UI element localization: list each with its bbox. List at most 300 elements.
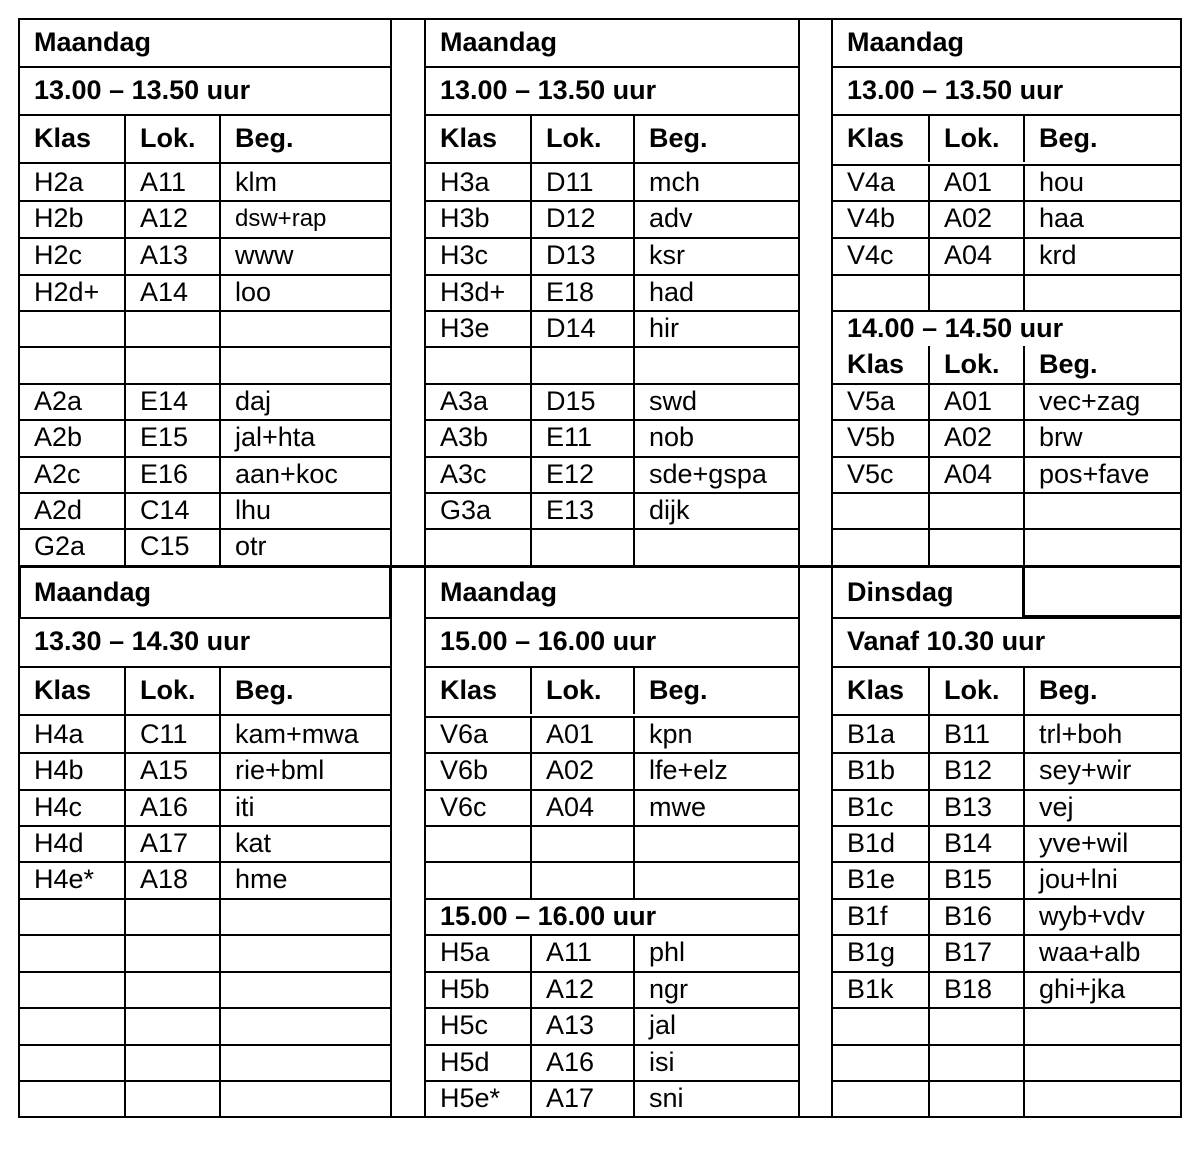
table-cell-lok (530, 346, 633, 383)
grid-line (928, 492, 930, 528)
grid-line (219, 492, 221, 528)
table-cell-klas: H2c (34, 240, 83, 270)
grid-line (1023, 1044, 1025, 1080)
table-cell-klas: G3a (440, 494, 492, 525)
table-cell-klas: A3c (440, 458, 487, 489)
grid-line (219, 1007, 221, 1044)
grid-line (530, 419, 532, 456)
time-slot-header: 14.00 – 14.50 uur (847, 312, 1064, 343)
table-cell-beg: had (649, 276, 695, 307)
panel-border (798, 18, 800, 1118)
column-header-klas: Klas (34, 674, 92, 705)
table-cell-klas: B1k (847, 973, 894, 1004)
table-cell-beg: waa+alb (1039, 937, 1141, 967)
day-header: Maandag (440, 26, 558, 57)
table-cell-beg: mch (649, 166, 701, 197)
grid-line (219, 164, 221, 200)
grid-line (1023, 164, 1025, 200)
column-header-klas: Klas (847, 122, 905, 153)
table-cell-lok: D12 (546, 203, 596, 233)
table-cell-beg (633, 861, 798, 898)
grid-line (219, 789, 221, 825)
grid-line (928, 200, 930, 237)
table-cell-beg (219, 934, 390, 971)
table-cell-lok: C15 (140, 531, 190, 561)
table-cell-klas: G2a (34, 531, 86, 561)
grid-line (530, 492, 532, 528)
table-cell-beg: hou (1039, 166, 1085, 197)
table-cell-lok (530, 861, 633, 898)
table-cell-klas: H5a (440, 937, 490, 967)
grid-line (1023, 1080, 1025, 1116)
time-slot-header: 13.00 – 13.50 uur (847, 74, 1064, 105)
grid-line (219, 1080, 221, 1116)
grid-line (1023, 861, 1025, 898)
table-cell-lok: A02 (546, 755, 595, 785)
table-cell-lok: E14 (140, 385, 189, 416)
grid-line (1023, 898, 1025, 934)
table-cell-klas: A3a (440, 385, 489, 416)
day-header: Maandag (847, 26, 965, 57)
grid-line (633, 274, 635, 310)
grid-line (1023, 383, 1025, 419)
table-cell-beg: kat (235, 827, 272, 858)
grid-line (124, 346, 126, 383)
column-header-beg: Beg. (649, 674, 708, 705)
grid-line (124, 114, 126, 162)
day-header: Maandag (34, 576, 152, 607)
table-cell-klas: V6b (440, 755, 489, 785)
column-header-lok: Lok. (944, 674, 1000, 705)
column-header-klas: Klas (34, 122, 92, 153)
table-cell-lok: A17 (140, 827, 189, 858)
table-cell-lok (928, 528, 1023, 565)
table-cell-beg: ngr (649, 973, 689, 1004)
table-cell-lok (928, 1080, 1023, 1116)
table-cell-lok: A01 (944, 166, 993, 197)
table-cell-lok: A14 (140, 276, 189, 307)
grid-line (219, 528, 221, 565)
grid-line (530, 971, 532, 1007)
grid-line (928, 346, 930, 383)
table-cell-lok: A16 (140, 791, 189, 822)
grid-line (530, 310, 532, 346)
table-cell-lok: A04 (944, 458, 993, 489)
day-box-divider (1022, 567, 1025, 617)
grid-line (530, 861, 532, 898)
table-cell-beg: wyb+vdv (1039, 900, 1145, 931)
table-cell-klas: A2a (34, 385, 83, 416)
table-cell-beg: phl (649, 937, 686, 967)
table-cell-beg (219, 898, 390, 934)
table-cell-beg (1023, 274, 1180, 310)
table-cell-klas (18, 898, 124, 934)
day-box-border (389, 565, 392, 617)
grid-line (530, 716, 532, 752)
table-cell-lok (928, 492, 1023, 528)
grid-line (1023, 492, 1025, 528)
table-cell-beg: sde+gspa (649, 458, 767, 489)
day-header: Dinsdag (847, 576, 954, 607)
table-cell-lok: D15 (546, 385, 596, 416)
table-cell-klas: H5d (440, 1046, 490, 1077)
grid-line (1023, 456, 1025, 492)
grid-line (1023, 716, 1025, 752)
table-cell-lok (928, 274, 1023, 310)
table-cell-klas: H5b (440, 973, 490, 1004)
table-cell-klas: H4a (34, 718, 84, 749)
table-cell-klas (18, 346, 124, 383)
table-cell-lok: B13 (944, 791, 993, 822)
table-cell-beg (219, 1080, 390, 1116)
table-cell-beg (1023, 492, 1180, 528)
grid-line (219, 971, 221, 1007)
table-cell-klas: H4b (34, 755, 84, 785)
table-cell-lok: B15 (944, 864, 993, 894)
table-cell-klas (18, 1044, 124, 1080)
grid-line (928, 789, 930, 825)
table-cell-beg: dijk (649, 494, 690, 525)
grid-line (1023, 200, 1025, 237)
table-cell-klas (18, 971, 124, 1007)
grid-line (124, 310, 126, 346)
grid-line (530, 114, 532, 162)
grid-line (928, 1007, 930, 1044)
grid-line (1023, 114, 1025, 162)
table-cell-beg (219, 310, 390, 346)
table-cell-klas: V5a (847, 385, 896, 416)
grid-line (633, 716, 635, 752)
column-header-beg: Beg. (1039, 349, 1098, 379)
grid-line (124, 528, 126, 565)
table-cell-klas: H3b (440, 203, 490, 233)
table-cell-lok (124, 310, 219, 346)
table-cell-beg: ghi+jka (1039, 973, 1126, 1004)
table-cell-lok (124, 971, 219, 1007)
column-header-lok: Lok. (546, 674, 602, 705)
table-cell-lok: A01 (546, 718, 595, 749)
grid-line (219, 310, 221, 346)
grid-line (124, 825, 126, 861)
grid-line (633, 1080, 635, 1116)
grid-line (633, 1007, 635, 1044)
table-cell-beg: kpn (649, 718, 693, 749)
grid-line (928, 971, 930, 1007)
grid-line (219, 419, 221, 456)
table-cell-beg: trl+boh (1039, 718, 1123, 749)
table-cell-beg (1023, 528, 1180, 565)
table-cell-klas (831, 274, 928, 310)
table-cell-beg: sni (649, 1082, 684, 1113)
grid-line (633, 971, 635, 1007)
grid-line (831, 1116, 1180, 1118)
time-slot-header: 13.00 – 13.50 uur (34, 74, 251, 105)
grid-line (928, 274, 930, 310)
grid-line (219, 346, 221, 383)
table-cell-beg (1023, 1044, 1180, 1080)
grid-line (219, 752, 221, 789)
table-cell-beg: ksr (649, 240, 685, 270)
table-cell-klas (18, 934, 124, 971)
table-cell-beg (633, 528, 798, 565)
grid-line (124, 383, 126, 419)
grid-line (633, 789, 635, 825)
grid-line (219, 200, 221, 237)
grid-line (124, 1044, 126, 1080)
grid-line (928, 114, 930, 162)
table-cell-klas: H2d+ (34, 276, 100, 307)
grid-line (633, 934, 635, 971)
table-cell-beg: www (235, 240, 294, 270)
grid-line (124, 456, 126, 492)
table-cell-klas (18, 1080, 124, 1116)
table-cell-beg: hme (235, 864, 288, 894)
grid-line (219, 666, 221, 714)
table-cell-klas: A3b (440, 422, 489, 452)
grid-line (124, 861, 126, 898)
table-cell-klas: H5e* (440, 1082, 501, 1113)
grid-line (633, 1044, 635, 1080)
grid-line (219, 934, 221, 971)
table-cell-klas: V4a (847, 166, 896, 197)
table-cell-klas: V6a (440, 718, 489, 749)
table-cell-lok: A04 (546, 791, 595, 822)
table-cell-beg: lhu (235, 494, 272, 525)
table-cell-beg: nob (649, 422, 695, 452)
grid-line (530, 825, 532, 861)
grid-line (633, 383, 635, 419)
table-cell-lok: A12 (140, 203, 189, 233)
table-cell-lok: D13 (546, 240, 596, 270)
table-cell-klas: H2a (34, 166, 84, 197)
grid-line (1023, 346, 1025, 383)
table-cell-beg: daj (235, 385, 272, 416)
column-header-lok: Lok. (140, 122, 196, 153)
table-cell-lok: E12 (546, 458, 595, 489)
time-slot-header: 13.00 – 13.50 uur (440, 74, 657, 105)
table-cell-lok: E15 (140, 422, 189, 452)
column-header-lok: Lok. (944, 122, 1000, 153)
table-cell-klas: V4c (847, 240, 894, 270)
grid-line (124, 492, 126, 528)
table-cell-lok: D14 (546, 312, 596, 343)
grid-line (219, 1044, 221, 1080)
table-cell-beg: rie+bml (235, 755, 325, 785)
grid-line (633, 237, 635, 274)
grid-line (530, 789, 532, 825)
table-cell-klas (424, 861, 530, 898)
table-cell-beg: isi (649, 1046, 675, 1077)
table-cell-klas: H5c (440, 1010, 489, 1040)
table-cell-lok (530, 528, 633, 565)
table-cell-beg: lfe+elz (649, 755, 728, 785)
grid-line (1023, 419, 1025, 456)
grid-line (633, 200, 635, 237)
table-cell-beg: klm (235, 166, 277, 197)
grid-line (633, 666, 635, 714)
grid-line (219, 383, 221, 419)
grid-line (124, 971, 126, 1007)
table-cell-lok (124, 1044, 219, 1080)
table-cell-lok (124, 346, 219, 383)
table-cell-beg: sey+wir (1039, 755, 1132, 785)
grid-line (1023, 825, 1025, 861)
grid-line (530, 752, 532, 789)
table-cell-beg: iti (235, 791, 255, 822)
grid-line (530, 456, 532, 492)
table-cell-beg: otr (235, 531, 267, 561)
grid-line (219, 114, 221, 162)
grid-line (424, 1116, 798, 1118)
table-cell-beg: hir (649, 312, 680, 343)
grid-line (1023, 274, 1025, 310)
table-cell-lok: A13 (546, 1010, 595, 1040)
grid-line (928, 383, 930, 419)
table-cell-lok: C11 (140, 718, 188, 749)
table-cell-lok (124, 898, 219, 934)
table-cell-beg (633, 346, 798, 383)
time-slot-header: 15.00 – 16.00 uur (440, 626, 657, 656)
table-cell-lok: A11 (140, 166, 187, 197)
table-cell-lok: B17 (944, 937, 993, 967)
grid-line (124, 789, 126, 825)
table-cell-klas: B1e (847, 864, 896, 894)
grid-line (633, 492, 635, 528)
grid-line (530, 528, 532, 565)
grid-line (1023, 237, 1025, 274)
grid-line (124, 1007, 126, 1044)
time-slot-header: 15.00 – 16.00 uur (440, 900, 657, 931)
table-cell-beg: pos+fave (1039, 458, 1150, 489)
grid-line (928, 528, 930, 565)
grid-line (530, 666, 532, 714)
table-cell-lok (124, 934, 219, 971)
table-cell-lok: B12 (944, 755, 993, 785)
table-cell-beg (633, 825, 798, 861)
table-cell-lok: B16 (944, 900, 993, 931)
day-header: Maandag (34, 26, 152, 57)
table-cell-lok (124, 1080, 219, 1116)
column-header-lok: Lok. (546, 122, 602, 153)
grid-line (219, 825, 221, 861)
grid-line (1023, 789, 1025, 825)
table-cell-lok: A13 (140, 240, 189, 270)
table-cell-beg: vej (1039, 791, 1074, 822)
table-cell-klas: A2c (34, 458, 81, 489)
grid-line (633, 164, 635, 200)
grid-line (124, 419, 126, 456)
grid-line (219, 456, 221, 492)
column-header-klas: Klas (440, 122, 498, 153)
grid-line (530, 383, 532, 419)
grid-line (928, 934, 930, 971)
table-cell-lok (124, 1007, 219, 1044)
table-cell-beg: vec+zag (1039, 385, 1141, 416)
table-cell-klas: H3e (440, 312, 490, 343)
grid-line (530, 237, 532, 274)
table-cell-lok (928, 1007, 1023, 1044)
table-cell-beg: haa (1039, 203, 1085, 233)
grid-line (530, 934, 532, 971)
grid-line (219, 716, 221, 752)
column-header-beg: Beg. (1039, 122, 1098, 153)
grid-line (530, 164, 532, 200)
table-cell-lok: A18 (140, 864, 189, 894)
table-cell-klas (18, 1007, 124, 1044)
table-cell-klas (831, 1044, 928, 1080)
table-cell-klas (831, 528, 928, 565)
column-header-klas: Klas (440, 674, 498, 705)
table-cell-klas (424, 346, 530, 383)
grid-line (633, 456, 635, 492)
table-cell-lok: A16 (546, 1046, 595, 1077)
table-cell-beg: krd (1039, 240, 1077, 270)
grid-line (633, 528, 635, 565)
grid-line (1023, 752, 1025, 789)
grid-line (530, 1080, 532, 1116)
panel-border (1180, 18, 1182, 1118)
table-cell-lok: E11 (546, 422, 593, 452)
table-cell-beg: jal (649, 1010, 677, 1040)
table-cell-klas: H3d+ (440, 276, 506, 307)
grid-line (633, 419, 635, 456)
grid-line (633, 825, 635, 861)
grid-line (124, 274, 126, 310)
grid-line (1023, 666, 1025, 714)
time-slot-header: Vanaf 10.30 uur (847, 626, 1046, 656)
table-cell-lok: B11 (944, 718, 991, 749)
grid-line (530, 346, 532, 383)
grid-line (928, 825, 930, 861)
table-cell-klas: B1g (847, 937, 896, 967)
table-cell-lok: A02 (944, 422, 993, 452)
table-cell-lok: E13 (546, 494, 595, 525)
table-cell-beg: swd (649, 385, 698, 416)
table-cell-lok: A12 (546, 973, 595, 1004)
grid-line (1023, 528, 1025, 565)
grid-line (219, 237, 221, 274)
table-cell-beg: dsw+rap (235, 204, 327, 232)
table-cell-lok: E16 (140, 458, 189, 489)
table-cell-beg: jou+lni (1039, 864, 1118, 894)
grid-line (530, 200, 532, 237)
table-cell-beg (219, 1044, 390, 1080)
column-header-klas: Klas (847, 674, 905, 705)
grid-line (219, 861, 221, 898)
table-cell-klas: A2d (34, 494, 83, 525)
grid-line (633, 114, 635, 162)
table-cell-lok: E18 (546, 276, 595, 307)
table-cell-lok (530, 825, 633, 861)
grid-line (124, 237, 126, 274)
grid-line (530, 1044, 532, 1080)
grid-line (124, 716, 126, 752)
grid-line (219, 898, 221, 934)
column-header-beg: Beg. (235, 674, 294, 705)
table-cell-lok: C14 (140, 494, 190, 525)
day-box-border (1022, 615, 1180, 618)
table-cell-klas: H3a (440, 166, 490, 197)
table-cell-beg: aan+koc (235, 458, 338, 489)
table-cell-klas (831, 1080, 928, 1116)
grid-line (928, 898, 930, 934)
table-cell-beg: mwe (649, 791, 707, 822)
grid-line (928, 752, 930, 789)
table-cell-klas: A2b (34, 422, 83, 452)
column-header-lok: Lok. (944, 349, 1000, 379)
table-cell-lok: A02 (944, 203, 993, 233)
table-cell-klas: V5b (847, 422, 896, 452)
